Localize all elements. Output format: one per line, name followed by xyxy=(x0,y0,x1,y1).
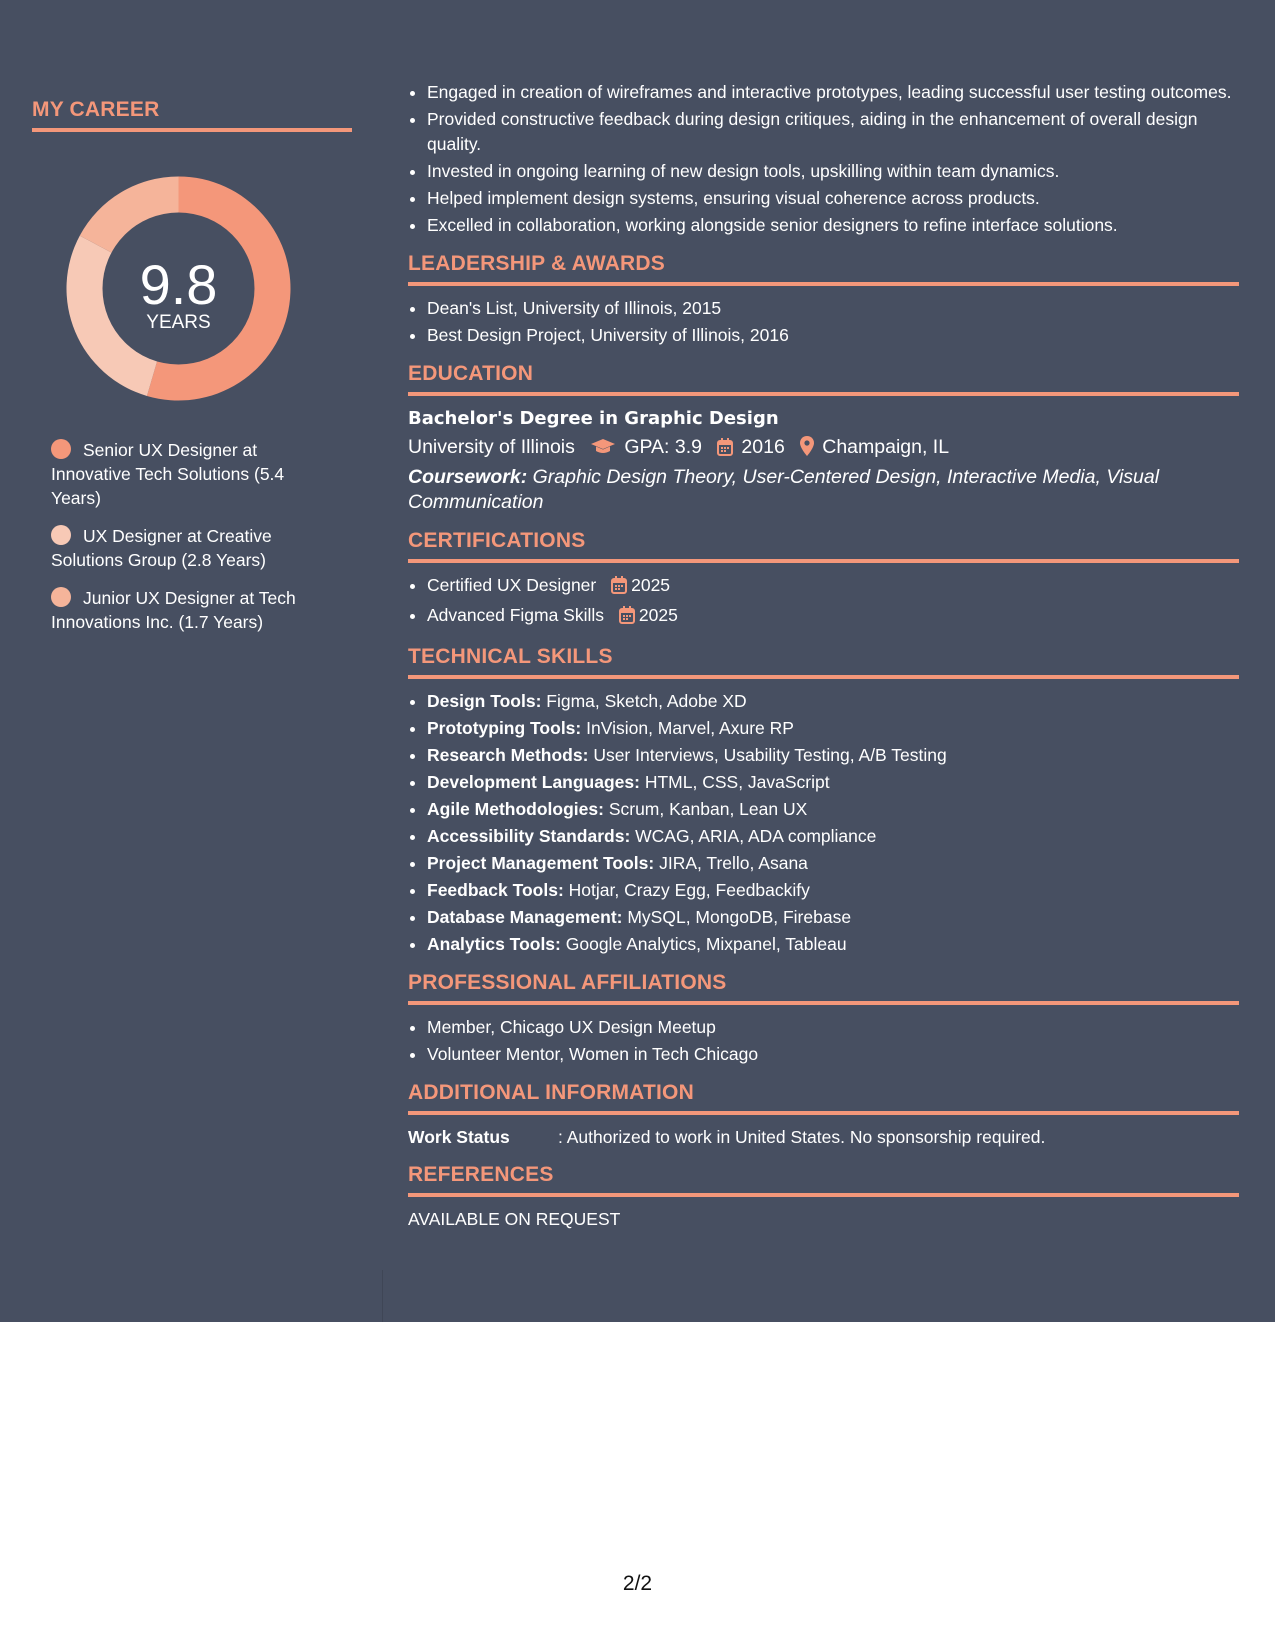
list-item xyxy=(427,573,1239,601)
skill-label: Design Tools: xyxy=(427,691,542,711)
coursework-label: Coursework: xyxy=(408,466,528,488)
list-item: • Invested in ongoing learning of new design tools, upskilling within team dynamics. xyxy=(427,159,1239,184)
skill-value: HTML, CSS, JavaScript xyxy=(644,772,830,792)
degree: Bachelor's Degree in Graphic Design xyxy=(408,408,779,429)
section-title: LEADERSHIP & AWARDS xyxy=(408,252,1239,286)
location: Champaign, IL xyxy=(822,436,950,458)
skill-value: User Interviews, Usability Testing, A/B Testing xyxy=(593,745,947,765)
education-section xyxy=(408,362,1239,515)
donut-svg xyxy=(66,176,291,401)
skill-value: MySQL, MongoDB, Firebase xyxy=(627,907,852,927)
skill-value: Scrum, Kanban, Lean UX xyxy=(608,799,808,819)
coursework-list: Graphic Design Theory, User-Centered Design, Interactive Media, Visual Communication xyxy=(408,466,1160,513)
education-meta xyxy=(408,432,1239,465)
list-item xyxy=(427,689,1239,714)
skill-value: WCAG, ARIA, ADA compliance xyxy=(635,826,877,846)
skill-label: Database Management: xyxy=(427,907,623,927)
list-item: • Provided constructive feedback during design critiques, aiding in the enhancement of overall design quality. xyxy=(427,107,1239,157)
legend-label: Senior UX Designer at Innovative Tech Solutions (5.4 Years) xyxy=(51,440,285,508)
column-divider xyxy=(382,1270,383,1322)
skill-value: Hotjar, Crazy Egg, Feedbackify xyxy=(568,880,810,900)
list-item xyxy=(427,851,1239,876)
section-title: PROFESSIONAL AFFILIATIONS xyxy=(408,971,1239,1005)
list-item xyxy=(427,797,1239,822)
certifications-section xyxy=(408,529,1239,631)
coursework xyxy=(408,465,1239,515)
legend-item-ux xyxy=(51,524,331,572)
total-years-label: YEARS xyxy=(146,312,211,333)
graduation-year: 2016 xyxy=(741,436,785,458)
main-column xyxy=(408,80,1239,1231)
leadership-section xyxy=(408,252,1239,348)
list-item: • Dean's List, University of Illinois, 2015 xyxy=(427,296,1239,321)
skill-label: Agile Methodologies: xyxy=(427,799,604,819)
calendar-icon xyxy=(611,576,627,601)
career-donut-chart xyxy=(66,176,291,401)
skill-value: InVision, Marvel, Axure RP xyxy=(586,718,794,738)
skill-label: Development Languages: xyxy=(427,772,640,792)
legend-label: UX Designer at Creative Solutions Group (2.8 Years) xyxy=(51,526,272,570)
cert-name: Advanced Figma Skills xyxy=(427,605,605,625)
work-status-label: Work Status xyxy=(408,1127,510,1147)
gpa: GPA: 3.9 xyxy=(624,436,702,458)
list-item: • Helped implement design systems, ensuring visual coherence across products. xyxy=(427,186,1239,211)
sidebar xyxy=(32,98,352,632)
affiliations-section xyxy=(408,971,1239,1067)
cert-year: 2025 xyxy=(631,575,671,595)
legend-item-junior xyxy=(51,586,331,634)
list-item: • Best Design Project, University of Illinois, 2016 xyxy=(427,323,1239,348)
list-item xyxy=(427,905,1239,930)
career-legend xyxy=(51,438,331,648)
graduation-cap-icon xyxy=(590,435,616,465)
legend-dot xyxy=(51,587,71,607)
total-years-value: 9.8 xyxy=(139,253,218,316)
section-title: CERTIFICATIONS xyxy=(408,529,1239,563)
references-section xyxy=(408,1163,1239,1231)
list-item: • Excelled in collaboration, working alongside senior designers to refine interface solutions. xyxy=(427,213,1239,238)
calendar-icon xyxy=(619,606,635,631)
list-item xyxy=(427,932,1239,957)
skill-label: Prototyping Tools: xyxy=(427,718,582,738)
skills-section xyxy=(408,645,1239,957)
cert-name: Certified UX Designer xyxy=(427,575,597,595)
cert-year: 2025 xyxy=(638,605,678,625)
list-item xyxy=(427,716,1239,741)
legend-item-senior xyxy=(51,438,331,510)
experience-bullets xyxy=(408,80,1239,238)
legend-label: Junior UX Designer at Tech Innovations Inc. (1.7 Years) xyxy=(51,588,296,632)
school-name: University of Illinois xyxy=(408,436,575,458)
skill-value: Google Analytics, Mixpanel, Tableau xyxy=(565,934,847,954)
list-item: • Engaged in creation of wireframes and interactive prototypes, leading successful user testing outcomes. xyxy=(427,80,1239,105)
list-item xyxy=(427,603,1239,631)
section-title: ADDITIONAL INFORMATION xyxy=(408,1081,1239,1115)
list-item xyxy=(427,878,1239,903)
skill-label: Project Management Tools: xyxy=(427,853,655,873)
skill-label: Feedback Tools: xyxy=(427,880,564,900)
list-item xyxy=(427,824,1239,849)
additional-info-section xyxy=(408,1081,1239,1149)
calendar-icon xyxy=(717,435,733,465)
page-number: 2/2 xyxy=(622,1572,653,1595)
skill-label: Accessibility Standards: xyxy=(427,826,631,846)
references-text: AVAILABLE ON REQUEST xyxy=(408,1209,621,1229)
skill-value: JIRA, Trello, Asana xyxy=(659,853,808,873)
skill-label: Analytics Tools: xyxy=(427,934,561,954)
list-item xyxy=(427,743,1239,768)
section-title: REFERENCES xyxy=(408,1163,1239,1197)
work-status xyxy=(408,1125,1239,1149)
legend-dot xyxy=(51,525,71,545)
list-item: • Volunteer Mentor, Women in Tech Chicago xyxy=(427,1042,1239,1067)
section-title: EDUCATION xyxy=(408,362,1239,396)
skill-value: Figma, Sketch, Adobe XD xyxy=(546,691,747,711)
list-item xyxy=(427,770,1239,795)
list-item: • Member, Chicago UX Design Meetup xyxy=(427,1015,1239,1040)
work-status-value: : Authorized to work in United States. No sponsorship required. xyxy=(558,1127,1046,1147)
sidebar-title: MY CAREER xyxy=(32,98,352,132)
map-pin-icon xyxy=(800,435,814,465)
section-title: TECHNICAL SKILLS xyxy=(408,645,1239,679)
legend-dot xyxy=(51,439,71,459)
skill-label: Research Methods: xyxy=(427,745,589,765)
